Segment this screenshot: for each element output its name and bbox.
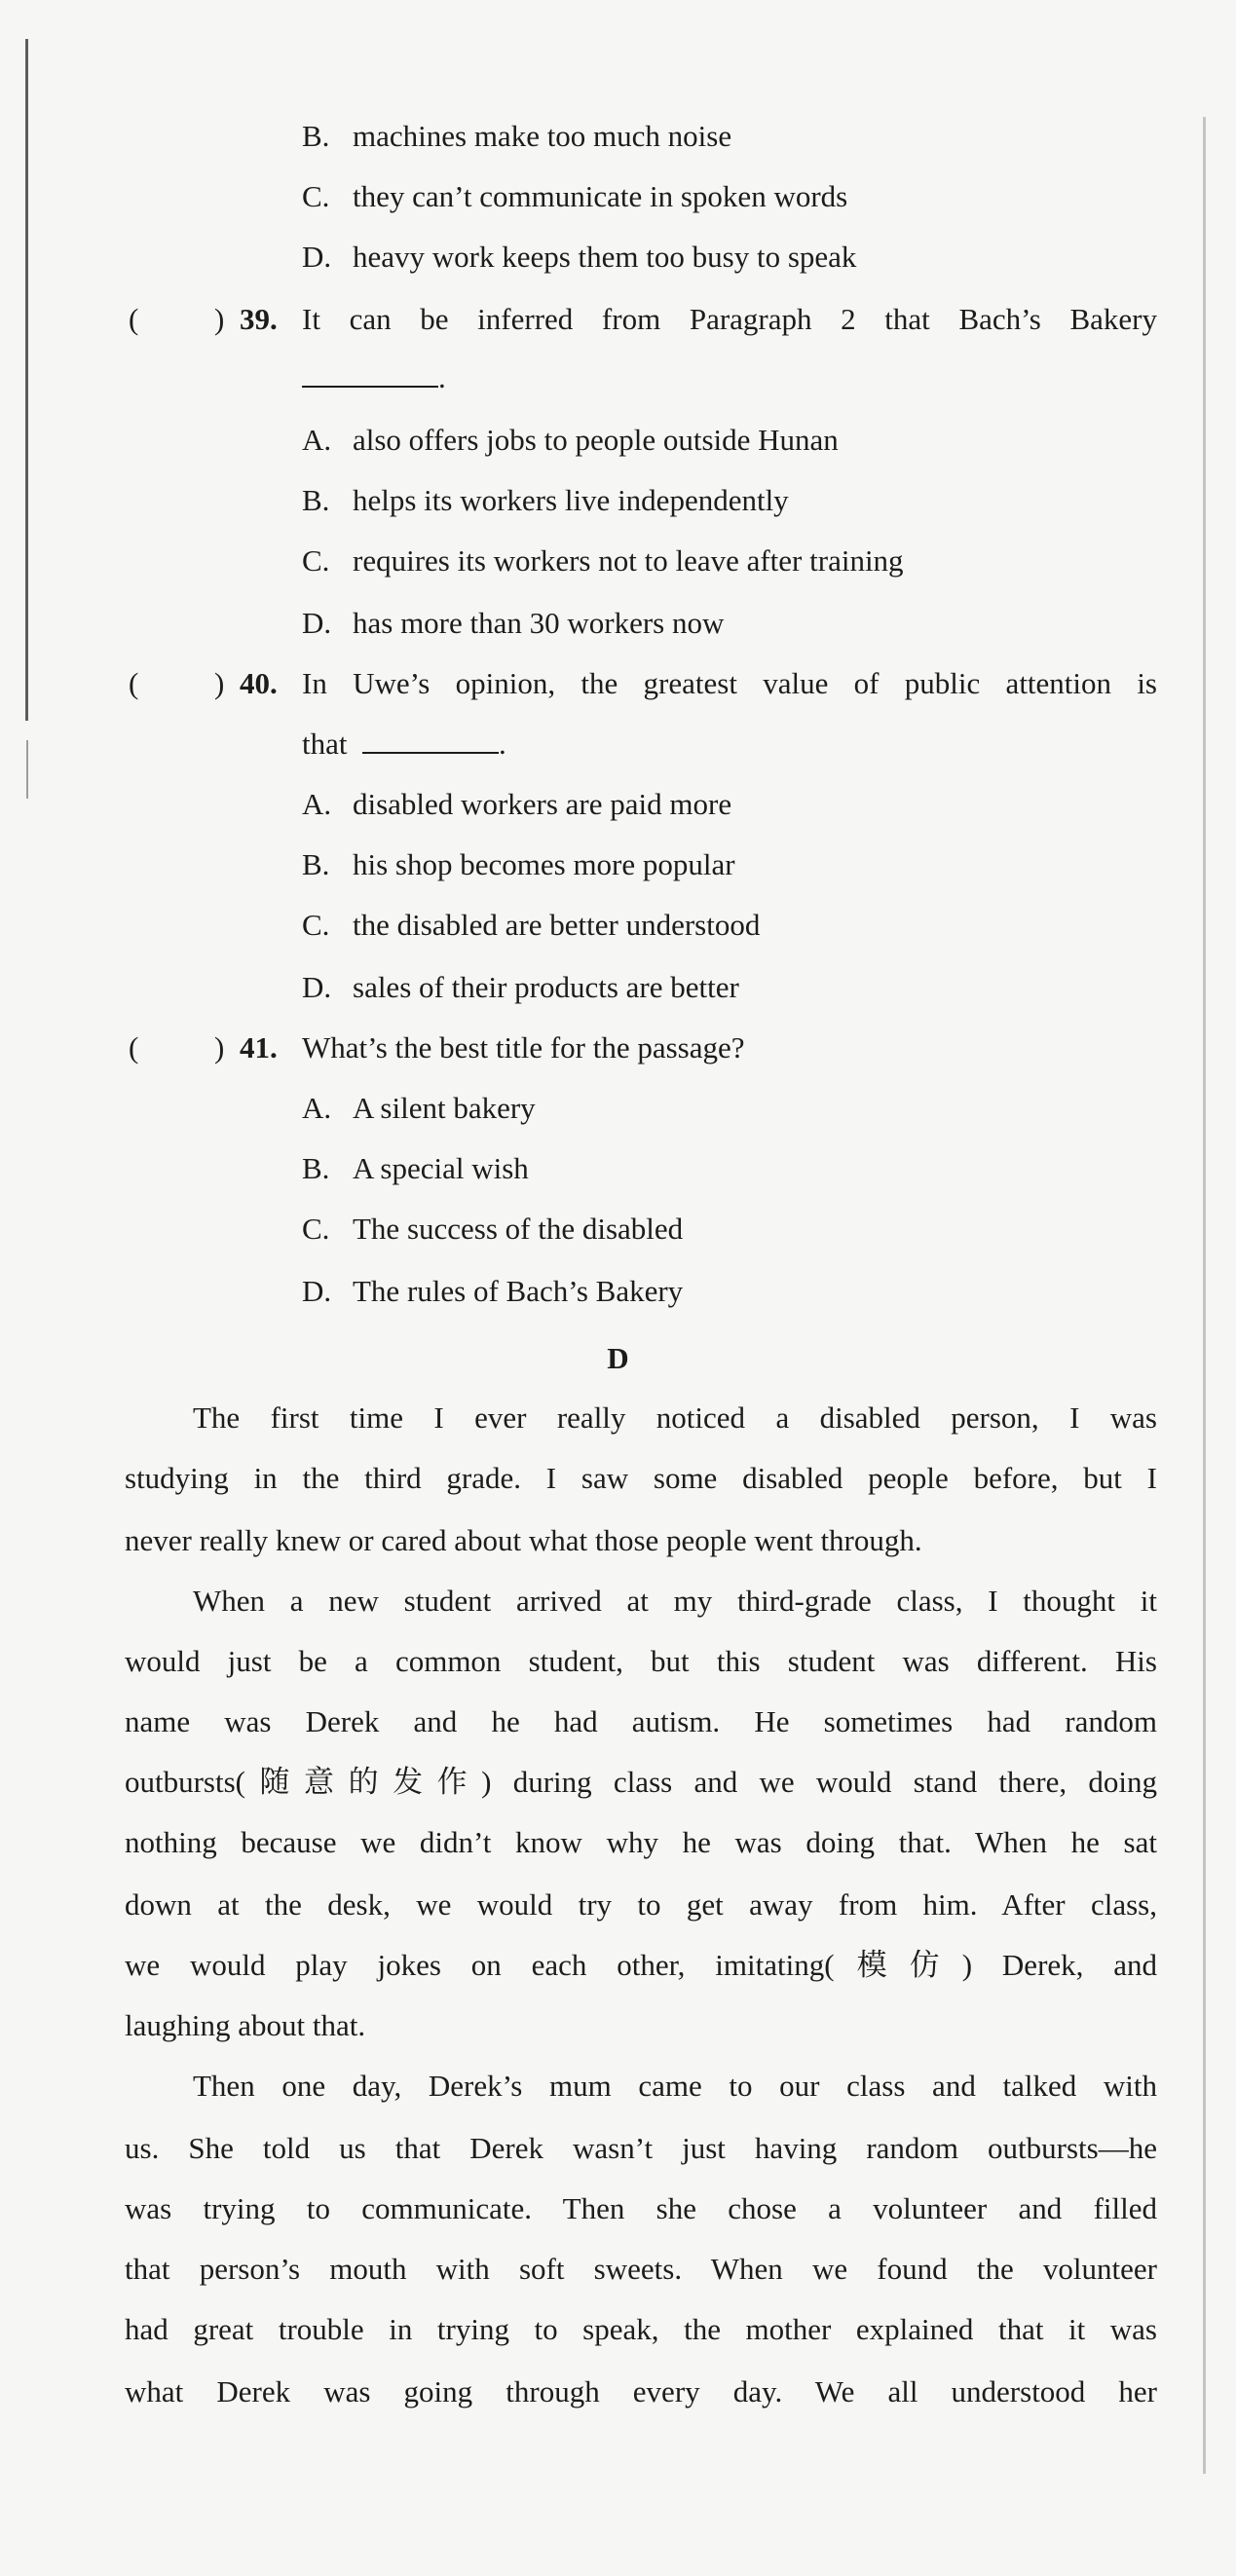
q39-answer-paren-close: ) (214, 302, 225, 336)
q40-number: 40. (240, 666, 278, 700)
q41-answer-paren-open: ( (129, 1030, 139, 1064)
q41-answer-paren-close: ) (214, 1030, 225, 1064)
paragraph-3-line: was trying to communicate. Then she chose a volunteer and filled (125, 2191, 1157, 2225)
q40-option-c: C. the disabled are better understood (302, 908, 761, 942)
paragraph-2-line: we would play jokes on each other, imitating(模仿) Derek, and (125, 1948, 1157, 1982)
q39-option-c: C. requires its workers not to leave after training (302, 543, 904, 578)
answer-blank (362, 725, 499, 754)
paragraph-3-line: that person’s mouth with soft sweets. When we found the volunteer (125, 2252, 1157, 2286)
q40-option-a: A. disabled workers are paid more (302, 787, 732, 821)
paragraph-2-line: would just be a common student, but this student was different. His (125, 1644, 1157, 1678)
paragraph-1-line: The first time I ever really noticed a disabled person, I was (193, 1400, 1157, 1435)
q40-blank: that . (302, 727, 506, 761)
q40-option-d: D. sales of their products are better (302, 970, 739, 1004)
q39-option-d: D. has more than 30 workers now (302, 606, 725, 640)
binding-edge-left-mark (26, 740, 28, 799)
paragraph-3-line: Then one day, Derek’s mum came to our class and talked with (193, 2069, 1157, 2103)
q41-option-b: B. A special wish (302, 1151, 529, 1185)
paragraph-3-line: had great trouble in trying to speak, the mother explained that it was (125, 2312, 1157, 2346)
q39-option-b: B. helps its workers live independently (302, 483, 789, 517)
paragraph-2-line: nothing because we didn’t know why he was doing that. When he sat (125, 1825, 1157, 1859)
paragraph-1-line: studying in the third grade. I saw some disabled people before, but I (125, 1461, 1157, 1495)
q40-stem: In Uwe’s opinion, the greatest value of public attention is (302, 666, 1157, 700)
q38-option-d: D. heavy work keeps them too busy to speak (302, 240, 857, 274)
q39-number: 39. (240, 302, 278, 336)
q40-option-b: B. his shop becomes more popular (302, 847, 735, 881)
q41-option-c: C. The success of the disabled (302, 1212, 684, 1246)
q39-answer-paren-open: ( (129, 302, 139, 336)
q40-answer-paren-close: ) (214, 666, 225, 700)
q38-option-c: C. they can’t communicate in spoken words (302, 179, 848, 213)
paragraph-2-line: outbursts(随意的发作) during class and we would stand there, doing (125, 1765, 1157, 1799)
section-title: D (607, 1341, 629, 1375)
q41-number: 41. (240, 1030, 278, 1064)
answer-blank (302, 358, 438, 388)
paragraph-2-line: name was Derek and he had autism. He sometimes had random (125, 1704, 1157, 1738)
q39-stem: It can be inferred from Paragraph 2 that Bach’s Bakery (302, 302, 1157, 336)
paragraph-2-line: When a new student arrived at my third-grade class, I thought it (193, 1584, 1157, 1618)
paragraph-2-line: laughing about that. (125, 2008, 366, 2042)
binding-edge-left (25, 39, 28, 721)
q41-stem: What’s the best title for the passage? (302, 1030, 745, 1064)
paragraph-3-line: what Derek was going through every day. We all understood her (125, 2374, 1157, 2408)
q39-option-a: A. also offers jobs to people outside Hunan (302, 423, 839, 457)
q39-blank: . (302, 358, 446, 397)
paragraph-1-line: never really knew or cared about what those people went through. (125, 1523, 922, 1557)
q41-option-d: D. The rules of Bach’s Bakery (302, 1274, 684, 1308)
q40-answer-paren-open: ( (129, 666, 139, 700)
paragraph-2-line: down at the desk, we would try to get away from him. After class, (125, 1887, 1157, 1922)
binding-edge-right (1203, 117, 1206, 2474)
q38-option-b: B. machines make too much noise (302, 119, 732, 153)
q41-option-a: A. A silent bakery (302, 1091, 536, 1125)
paragraph-3-line: us. She told us that Derek wasn’t just having random outbursts—he (125, 2131, 1157, 2165)
